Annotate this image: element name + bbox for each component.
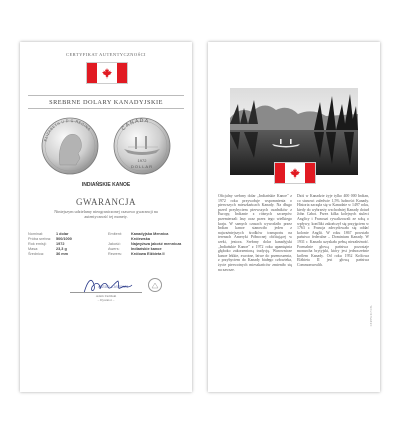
- obverse-coin: [42, 118, 98, 174]
- reverse-legend-bottom: DOLLAR: [130, 164, 154, 169]
- series-title: SREBRNE DOLARY KANADYJSKIE: [49, 99, 163, 106]
- spec-value: 23,3 g: [56, 247, 67, 251]
- coin-name: INDIAŃSKIE KANOE: [81, 182, 131, 188]
- maple-leaf-icon: [101, 67, 113, 79]
- reverse-coin: [114, 118, 170, 174]
- obverse-legend: ELIZABETH II D·G·REGINA: [43, 118, 92, 142]
- spec-values-right: [131, 232, 186, 257]
- canada-flag: [86, 62, 128, 84]
- canada-flag-right: [274, 162, 316, 184]
- spec-label: Emitent:: [108, 232, 122, 236]
- spec-label: Nominał:: [28, 232, 43, 236]
- history-column-1: Oficjalny srebrny dolar „Indiańskie Kanoe" z 1972 roku przywołuje wspomnienia o pierwszych mieszkańcach Kanady. Na długo przed przybyciem pierwszych osadników z Europy, Indianie z różnych szczepów przemierzali lasy oraz przez tego wielkiego kraju. W samych czasach wywodziło przez Indian kanoe stanowiło jeden z najważniejszych środków transportu na terenach Ameryki Północnej obfitującej w rzeki, jeziora. Srebrny dolar kanadyjski „Indiańskie Kanoe" z 1972 roku upamiętnia głęboko zakorzenioną tradycję. Warownicze kanoe lekkie, zwrotne, łatwe do przenoszenia, z przybyciem do Kanady białego człowieka, życie pierwotnych mieszkańców zmieniło się na zawsze.: [218, 194, 292, 272]
- signatory-name: Adam Zieliński: [95, 294, 117, 298]
- spec-labels-right: [108, 232, 128, 257]
- spec-label: Rewers:: [108, 252, 122, 256]
- seal-emblem: [148, 278, 162, 292]
- guarantee-title: GWARANCJA: [75, 197, 136, 207]
- certificate-header: CERTYFIKAT AUTENTYCZNOŚCI: [66, 52, 146, 57]
- spec-value: 1 dolar: [56, 232, 69, 236]
- spec-value: Królowa Elżbieta II: [131, 252, 165, 256]
- spec-label: Jakość:: [108, 242, 121, 246]
- signatory-role: – Dyrektor –: [97, 298, 115, 302]
- history-page: [208, 42, 380, 392]
- spec-label: Rok emisji:: [28, 242, 47, 246]
- signature-line: [70, 292, 142, 293]
- footer-code: CERTW 0173 PL: [369, 305, 373, 327]
- certificate-page: [20, 42, 192, 392]
- coin-images: [32, 115, 180, 175]
- signature-text: Adam Zieliński: [98, 285, 129, 290]
- spec-value: 1972: [56, 242, 65, 246]
- spec-value: Kanadyjska Mennica Królewska: [131, 232, 169, 241]
- spec-label: Próba srebra:: [28, 237, 52, 241]
- signatory: [20, 294, 192, 302]
- spec-values-left: [56, 232, 96, 257]
- spec-label: Średnica:: [28, 252, 45, 256]
- reverse-legend-top: CANADA: [120, 117, 150, 133]
- series-rule-top: [28, 95, 184, 96]
- guarantee-text: Niniejszym udzielamy nieograniczonej czasowo gwarancji na autentyczność tej monety.: [54, 209, 158, 219]
- spec-value: Indiańskie kanoe: [131, 247, 162, 251]
- spec-label: Awers:: [108, 247, 120, 251]
- series-rule-bottom: [28, 108, 184, 109]
- history-column-2: Dziś w Kanadzie żyje tylko 400 000 Indian, co stanowi zaledwie 1,5% ludności Kanady. Historia zaczęła się w Kanadzie w 1497 roku, kiedy do wybrzeży wschodniej Kanady dotarł John Cabot. Przez kilka kolejnych stuleci Anglicy i Francuzi rywalizowali ze sobą o wpływy, konflikt zakończył się przyjęciem w 1763 r. Francja zdecydowała się oddać kolonie Anglii. W roku 1867 powstało państwo federalne – Dominium Kanady. W 1931 r. Kanada uzyskała pełną niezależność. Formalnie głową państwa pozostaje monarcha brytyjski, który jest jednocześnie królem Kanady. Od roku 1952 Królowa Elżbieta II jest głową państwa Commonwealth.: [297, 194, 369, 267]
- reverse-year: 1972: [137, 158, 147, 163]
- maple-leaf-icon: [289, 167, 301, 179]
- spec-value: Najwyższa jakość mennicza: [131, 242, 182, 246]
- spec-labels-left: [28, 232, 52, 257]
- spec-value: 36 mm: [56, 252, 69, 256]
- spec-label: Masa:: [28, 247, 39, 251]
- spec-value: 500/1000: [56, 237, 72, 241]
